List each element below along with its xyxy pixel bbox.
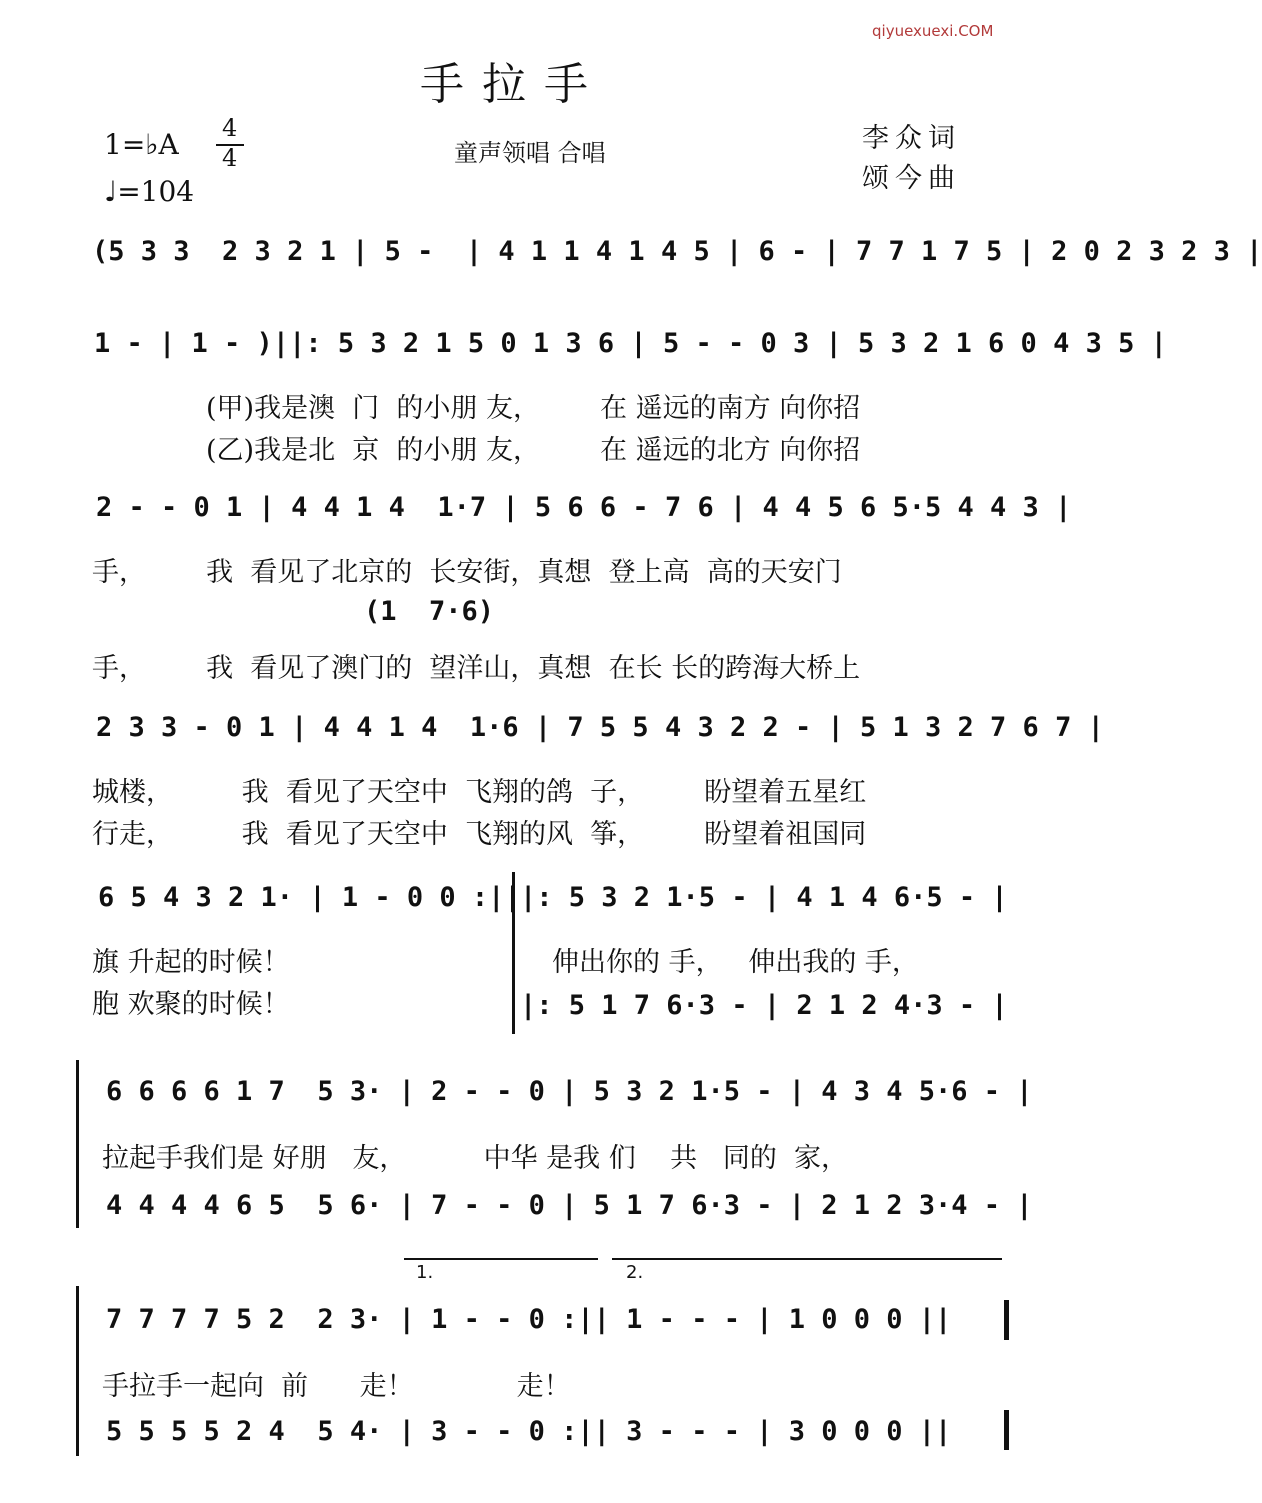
score-row-2-lyrics-b: (乙)我是北 京 的小朋 友， 在 遥远的北方 向你招 (206, 435, 861, 466)
system-bracket-row-7 (76, 1286, 79, 1456)
lyricist-credit: 李众词 (862, 123, 961, 154)
score-row-4-lyrics-a: 城楼， 我 看见了天空中 飞翔的鸽 子， 盼望着五星红 (92, 777, 867, 808)
score-row-6-lyrics: 拉起手我们是 好朋 友， 中华 是我 们 共 同的 家， (102, 1143, 848, 1174)
score-row-5-lyrics-left-b: 胞 欢聚的时候！ (92, 989, 290, 1020)
score-row-3-lyrics-b: 手， 我 看见了澳门的 望洋山，真想 在长 长的跨海大桥上 (92, 653, 861, 684)
score-row-5-notes-left: 6 5 4 3 2 1· | 1 - 0 0 :|| (98, 882, 521, 913)
volta-1-line (404, 1258, 598, 1260)
system-bracket-row-6 (76, 1060, 79, 1228)
score-row-7-notes: 7 7 7 7 5 2 2 3· | 1 - - 0 :|| 1 - - - | 1 0 0 0 || (106, 1304, 952, 1335)
score-row-5-lyrics-right: 伸出你的 手， 伸出我的 手， (552, 947, 919, 978)
final-barline-upper (1004, 1300, 1009, 1340)
score-row-2-lyrics-a: (甲)我是澳 门 的小朋 友， 在 遥远的南方 向你招 (206, 393, 861, 424)
score-row-5-lyrics-left-a: 旗 升起的时候！ (92, 947, 290, 978)
score-row-6-notes-low: 4 4 4 4 6 5 5 6· | 7 - - 0 | 5 1 7 6·3 - | 2 1 2 3·4 - | (106, 1190, 1033, 1221)
site-watermark: qiyuexuexi.COM (872, 22, 994, 40)
score-row-5-notes-right: |: 5 3 2 1·5 - | 4 1 4 6·5 - | (520, 882, 1008, 913)
key-signature: 1=♭A (104, 128, 179, 161)
score-row-3-notes: 2 - - 0 1 | 4 4 1 4 1·7 | 5 6 6 - 7 6 | 4 4 5 6 5·5 4 4 3 | (96, 492, 1072, 523)
volta-1-label: 1. (416, 1262, 434, 1283)
score-row-5-notes-right-low: |: 5 1 7 6·3 - | 2 1 2 4·3 - | (520, 990, 1008, 1021)
score-row-7-notes-low: 5 5 5 5 2 4 5 4· | 3 - - 0 :|| 3 - - - | 3 0 0 0 || (106, 1416, 952, 1447)
tempo-marking: ♩=104 (104, 175, 195, 208)
volta-2-label: 2. (626, 1262, 644, 1283)
score-row-7-lyrics: 手拉手一起向 前 走！ 走！ (102, 1371, 571, 1402)
performance-style: 童声领唱 合唱 (454, 139, 606, 167)
score-row-2-notes: 1 - | 1 - )||: 5 3 2 1 5 0 1 3 6 | 5 - - 0 3 | 5 3 2 1 6 0 4 3 5 | (94, 328, 1167, 359)
score-row-3-lyrics-a: 手， 我 看见了北京的 长安街，真想 登上高 高的天安门 (92, 557, 842, 588)
composer-credit: 颂今曲 (862, 163, 961, 194)
song-title: 手 拉 手 (420, 59, 590, 110)
score-row-1-notes: (5 3 3 2 3 2 1 | 5 - | 4 1 1 4 1 4 5 | 6 - | 7 7 1 7 5 | 2 0 2 3 2 3 | (92, 236, 1262, 267)
time-signature-bottom: 4 (222, 144, 238, 172)
score-row-4-notes: 2 3 3 - 0 1 | 4 4 1 4 1·6 | 7 5 5 4 3 2 2 - | 5 1 3 2 7 6 7 | (96, 712, 1104, 743)
final-barline-lower (1004, 1410, 1009, 1450)
time-signature-top: 4 (222, 114, 238, 142)
volta-2-line (612, 1258, 1002, 1260)
score-row-6-notes: 6 6 6 6 1 7 5 3· | 2 - - 0 | 5 3 2 1·5 - | 4 3 4 5·6 - | (106, 1076, 1033, 1107)
score-row-4-lyrics-b: 行走， 我 看见了天空中 飞翔的风 筝， 盼望着祖国同 (92, 819, 867, 850)
score-row-3-alt-notes: (1 7·6) (364, 596, 495, 627)
system-bracket-row-5 (512, 872, 515, 1034)
